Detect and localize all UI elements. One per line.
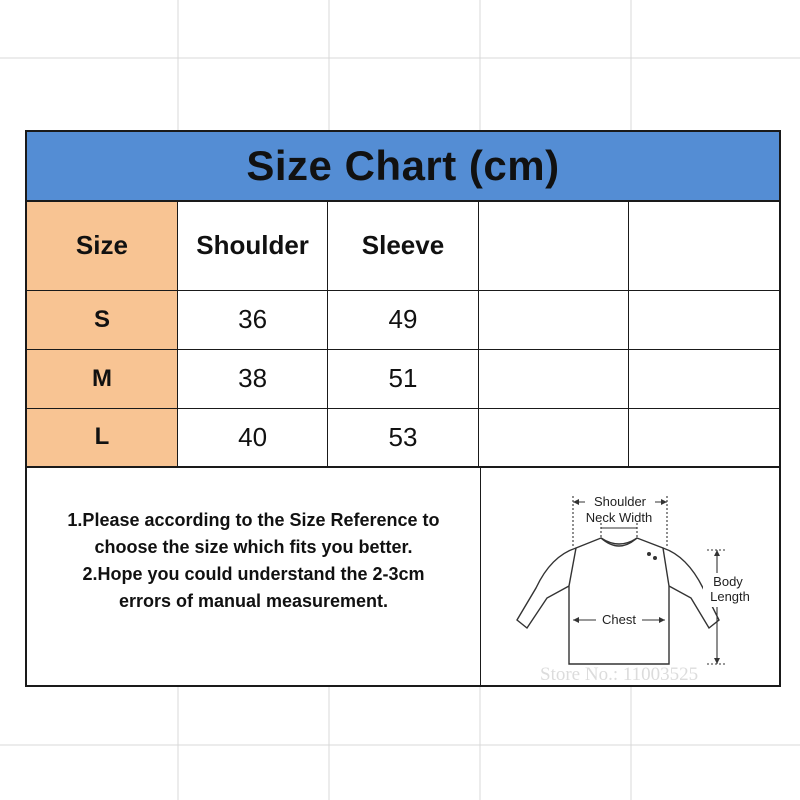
shoulder-cell: 36 <box>177 290 327 349</box>
table-row <box>27 349 779 408</box>
sleeve-cell: 51 <box>328 349 478 408</box>
chart-title: Size Chart (cm) <box>246 142 560 189</box>
shoulder-cell: 38 <box>177 349 327 408</box>
header-sleeve: Sleeve <box>328 202 478 290</box>
note-line: errors of manual measurement. <box>118 590 389 611</box>
empty-cell <box>629 408 779 467</box>
measurement-diagram <box>481 468 779 685</box>
chest-label: Chest <box>602 612 636 627</box>
sleeve-cell: 49 <box>328 290 478 349</box>
notes-section <box>27 468 481 685</box>
empty-cell <box>478 349 628 408</box>
note-line: choose the size which fits you better. <box>94 536 413 557</box>
header-shoulder: Shoulder <box>177 202 327 290</box>
collar <box>601 538 637 544</box>
empty-cell <box>478 290 628 349</box>
left-sleeve <box>517 548 576 628</box>
title-bar <box>27 132 779 202</box>
header-empty-2 <box>629 202 779 290</box>
table-row <box>27 290 779 349</box>
store-watermark: Store No.: 11003525 <box>540 664 699 685</box>
sleeve-cell: 53 <box>328 408 478 467</box>
header-size: Size <box>27 202 177 290</box>
size-cell: S <box>27 290 177 349</box>
table-header-row <box>27 202 779 290</box>
empty-cell <box>629 290 779 349</box>
empty-cell <box>478 408 628 467</box>
shoulder-label: Shoulder <box>593 494 647 509</box>
empty-cell <box>629 349 779 408</box>
body-length-label-1: Body <box>713 574 743 589</box>
size-chart <box>25 130 781 687</box>
shoulder-cell: 40 <box>177 408 327 467</box>
note-line: 1.Please according to the Size Reference to <box>67 509 440 530</box>
note-line: 2.Hope you could understand the 2-3cm <box>82 563 425 584</box>
shirt-measurement-illustration <box>481 468 779 685</box>
table-row <box>27 408 779 467</box>
size-cell: M <box>27 349 177 408</box>
header-empty-1 <box>478 202 628 290</box>
size-table <box>27 202 779 468</box>
body-length-label-2: Length <box>710 589 750 604</box>
size-cell: L <box>27 408 177 467</box>
neck-width-label: Neck Width <box>585 510 653 525</box>
